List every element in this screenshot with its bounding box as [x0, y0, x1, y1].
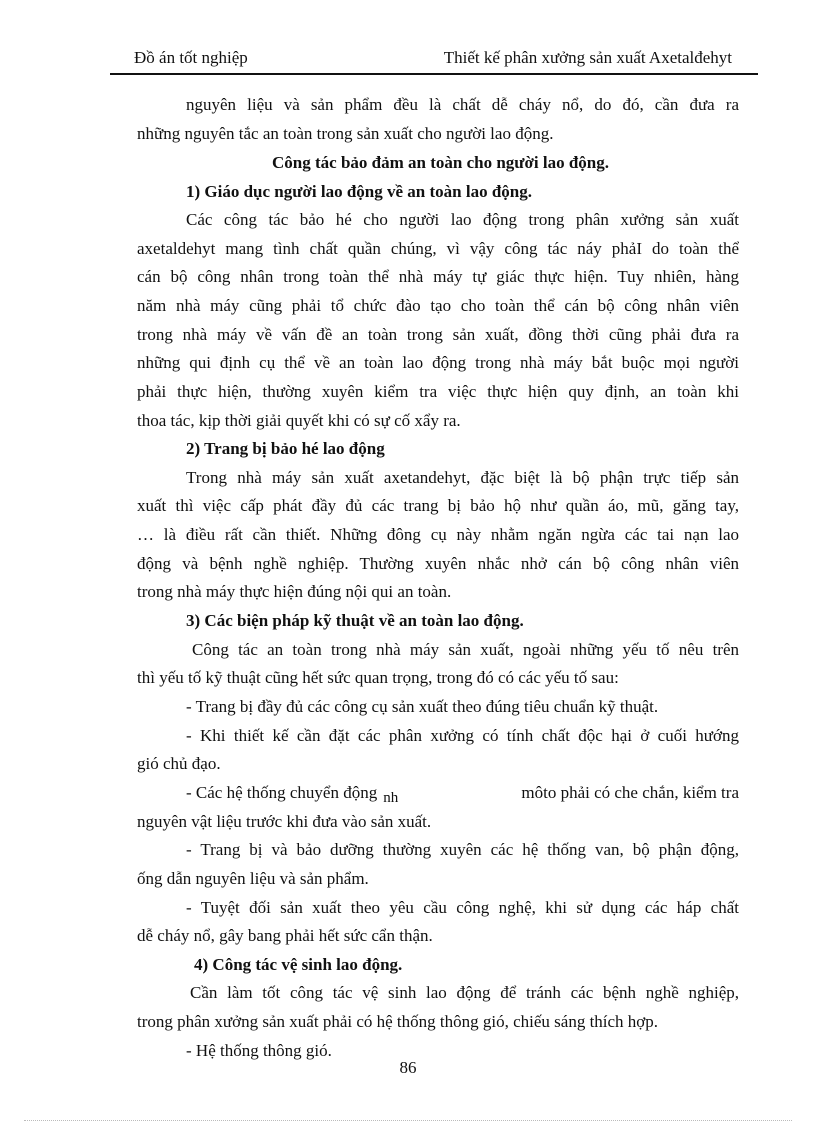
- body-line: ống dẫn nguyên liệu và sản phẩm.: [137, 869, 369, 888]
- bullet-line-start: - Các hệ thống chuyển động: [186, 783, 378, 802]
- body-line: trong phân xưởng sản xuất phải có hệ thống thông gió, chiếu sáng thích hợp.: [137, 1012, 659, 1031]
- bullet-line: [186, 782, 739, 805]
- bullet-line: - Khi thiết kế cần đặt các phân xưởng có tính chất độc hại ở cuối hướng: [186, 726, 739, 745]
- body-line: Các công tác bảo hé cho người lao động trong phân xưởng sản xuất: [186, 210, 739, 229]
- body-line: Trong nhà máy sản xuất axetandehyt, đặc biệt là bộ phận trực tiếp sản: [186, 468, 739, 487]
- body-line: trong nhà máy thực hiện đúng nội qui an toàn.: [137, 582, 452, 601]
- bullet-line-end: môto phải có che chắn, kiểm tra: [521, 783, 739, 802]
- bullet-line: - Hệ thống thông gió.: [186, 1041, 332, 1060]
- page-bottom-divider: [24, 1120, 792, 1121]
- bullet-line: - Tuyệt đối sản xuất theo yêu cầu công nghệ, khi sử dụng các háp chất: [186, 898, 739, 917]
- header-left-title: Đồ án tốt nghiệp: [134, 48, 248, 67]
- body-line: Công tác an toàn trong nhà máy sản xuất, ngoài những yếu tố nêu trên: [192, 640, 739, 659]
- body-line: nguyên liệu và sản phẩm đều là chất dễ cháy nổ, do đó, cần đưa ra: [186, 95, 739, 114]
- inline-fragment: nh: [383, 790, 399, 806]
- body-line: Cần làm tốt công tác vệ sinh lao động để tránh các bệnh nghề nghiệp,: [190, 983, 739, 1002]
- page-number: 86: [399, 1058, 417, 1077]
- body-line: gió chủ đạo.: [137, 754, 221, 773]
- body-line: trong nhà máy về vấn đề an toàn trong sản xuất, đồng thời cũng phải đưa ra: [137, 325, 739, 344]
- body-line: xuất thì việc cấp phát đầy đủ các trang bị bảo hộ như quần áo, mũ, găng tay,: [137, 496, 739, 515]
- header-rule: [110, 73, 758, 75]
- body-line: nguyên vật liệu trước khi đưa vào sản xuất.: [137, 812, 432, 831]
- body-line: động và bệnh nghề nghiệp. Thường xuyên nhắc nhở cán bộ công nhân viên: [137, 554, 739, 573]
- body-line: thoa tác, kịp thời giải quyết khi có sự cố xẩy ra.: [137, 411, 461, 430]
- body-line: phải thực hiện, thường xuyên kiểm tra việc thực hiện quy định, an toàn khi: [137, 382, 739, 401]
- body-line: những qui định cụ thể về an toàn lao động trong nhà máy bắt buộc mọi người: [137, 353, 739, 372]
- header-right-title: Thiết kế phân xưởng sản xuất Axetalđehyt: [443, 48, 732, 67]
- section-heading: Công tác bảo đảm an toàn cho người lao động.: [272, 153, 610, 172]
- body-line: axetaldehyt mang tình chất quần chúng, vì vậy công tác náy phảI do toàn thể: [137, 239, 739, 258]
- subsection-heading: 3) Các biện pháp kỹ thuật về an toàn lao động.: [186, 611, 524, 630]
- subsection-heading: 2) Trang bị bảo hé lao động: [186, 439, 385, 458]
- subsection-heading: 4) Công tác vệ sinh lao động.: [194, 955, 403, 974]
- body-line: cán bộ công nhân trong toàn thể nhà máy tự giác thực hiện. Tuy nhiên, hàng: [137, 267, 739, 286]
- bullet-line: - Trang bị đầy đủ các công cụ sản xuất theo đúng tiêu chuẩn kỹ thuật.: [186, 697, 659, 716]
- bullet-line: - Trang bị và bảo dưỡng thường xuyên các hệ thống van, bộ phận động,: [186, 840, 739, 859]
- body-line: thì yếu tố kỹ thuật cũng hết sức quan trọng, trong đó có các yếu tố sau:: [137, 668, 619, 687]
- subsection-heading: 1) Giáo dục người lao động về an toàn lao động.: [186, 182, 532, 201]
- body-line: năm nhà máy cũng phải tổ chức đào tạo cho toàn thể cán bộ công nhân viên: [137, 296, 739, 315]
- body-line: … là điều rất cần thiết. Những đông cụ này nhằm ngăn ngừa các tai nạn lao: [137, 525, 739, 544]
- running-header: [134, 48, 760, 70]
- body-line: những nguyên tắc an toàn trong sản xuất cho người lao động.: [137, 124, 554, 143]
- body-line: dễ cháy nổ, gây bang phải hết sức cẩn thận.: [137, 926, 433, 945]
